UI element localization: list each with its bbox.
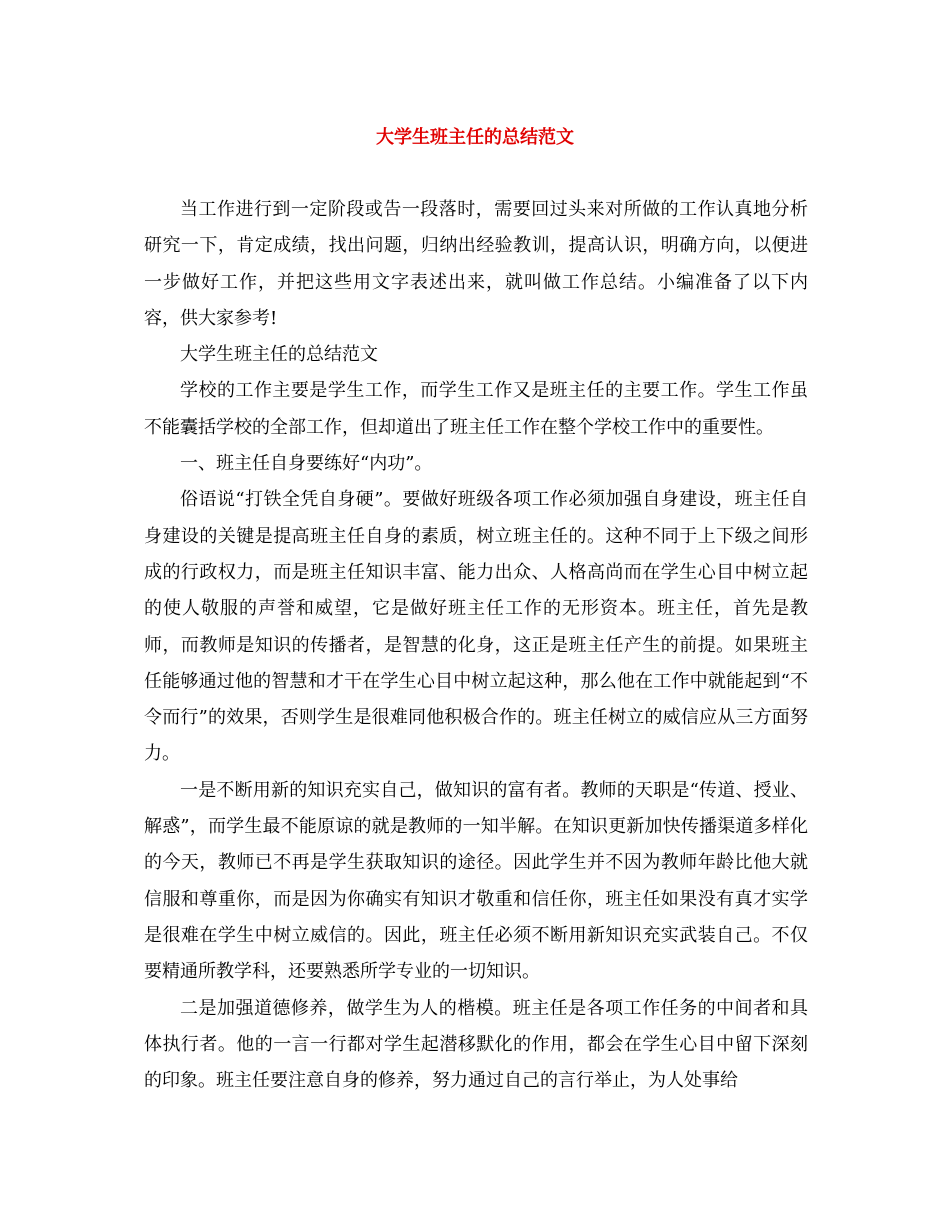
document-body — [144, 192, 808, 1099]
body-paragraph: 二是加强道德修养，做学生为人的楷模。班主任是各项工作任务的中间者和具体执行者。他的一言一行都对学生起潜移默化的作用，都会在学生心目中留下深刻的印象。班主任要注意自身的修养，努力通过自己的言行举止，为人处事给 — [144, 997, 808, 1092]
intro-paragraph: 当工作进行到一定阶段或告一段落时，需要回过头来对所做的工作认真地分析研究一下，肯定成绩，找出问题，归纳出经验教训，提高认识，明确方向，以便进一步做好工作，并把这些用文字表述出来，就叫做工作总结。小编准备了以下内容，供大家参考! — [144, 199, 808, 329]
body-paragraph: 学校的工作主要是学生工作，而学生工作又是班主任的主要工作。学生工作虽不能囊括学校的全部工作，但却道出了班主任工作在整个学校工作中的重要性。 — [144, 380, 808, 438]
body-paragraph: 俗语说“打铁全凭自身硬”。要做好班级各项工作必须加强自身建设，班主任自身建设的关键是提高班主任自身的素质，树立班主任的。这种不同于上下级之间形成的行政权力，而是班主任知识丰富、能力出众、人格高尚而在学生心目中树立起的使人敬服的声誉和威望，它是做好班主任工作的无形资本。班主任，首先是教师，而教师是知识的传播者，是智慧的化身，这正是班主任产生的前提。如果班主任能够通过他的智慧和才干在学生心目中树立起这种，那么他在工作中就能起到“不令而行”的效果，否则学生是很难同他积极合作的。班主任树立的威信应从三方面努力。 — [144, 489, 808, 765]
section-heading: 一、班主任自身要练好“内功”。 — [180, 453, 433, 475]
document-title: 大学生班主任的总结范文 — [376, 127, 574, 148]
subtitle-paragraph: 大学生班主任的总结范文 — [180, 344, 378, 366]
body-paragraph: 一是不断用新的知识充实自己，做知识的富有者。教师的天职是“传道、授业、解惑”，而学生最不能原谅的就是教师的一知半解。在知识更新加快传播渠道多样化的今天，教师已不再是学生获取知识的途径。因此学生并不因为教师年龄比他大就信服和尊重你，而是因为你确实有知识才敬重和信任你，班主任如果没有真才实学是很难在学生中树立威信的。因此，班主任必须不断用新知识充实武装自己。不仅要精通所教学科，还要熟悉所学专业的一切知识。 — [144, 779, 808, 983]
